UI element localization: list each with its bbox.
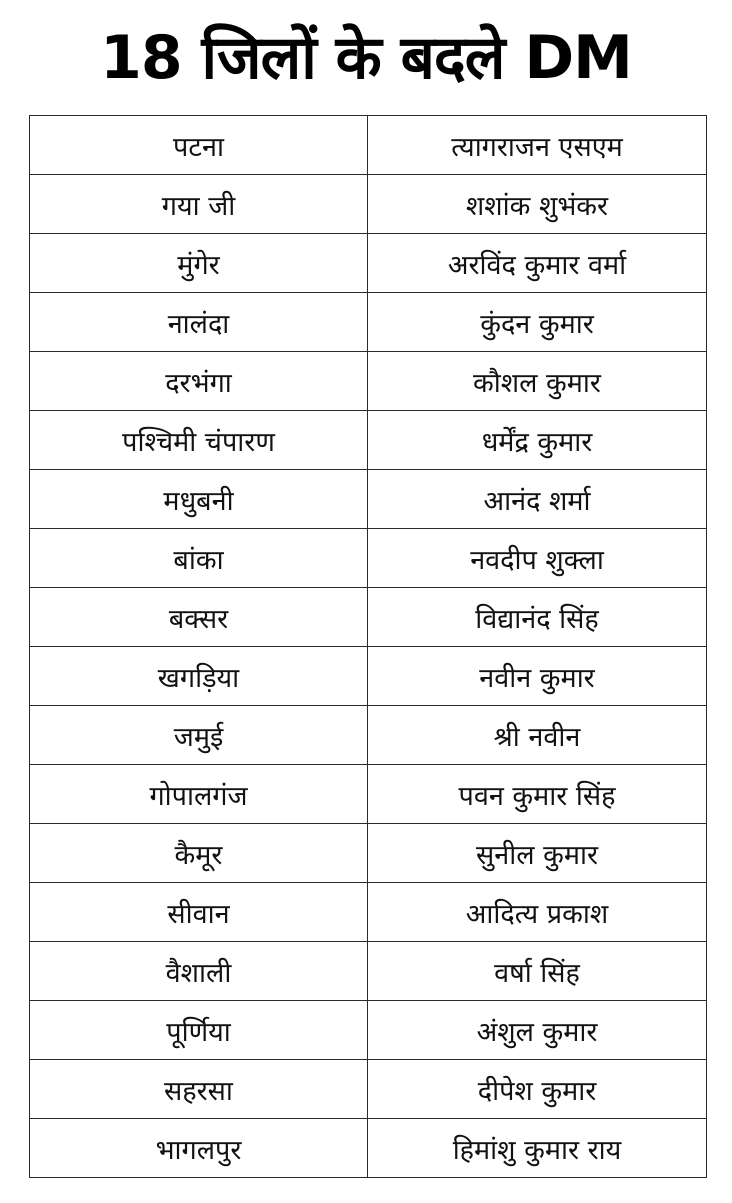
table-row <box>30 824 707 883</box>
district-cell: भागलपुर <box>30 1119 368 1178</box>
district-cell: मुंगेर <box>30 234 368 293</box>
table-row <box>30 706 707 765</box>
dm-name-cell: दीपेश कुमार <box>368 1060 707 1119</box>
dm-name-cell: आदित्य प्रकाश <box>368 883 707 942</box>
table-body <box>30 116 707 1178</box>
dm-name-cell: पवन कुमार सिंह <box>368 765 707 824</box>
district-cell: बक्सर <box>30 588 368 647</box>
dm-transfer-table <box>29 115 707 1178</box>
dm-name-cell: नवदीप शुक्ला <box>368 529 707 588</box>
dm-name-cell: हिमांशु कुमार राय <box>368 1119 707 1178</box>
table-row <box>30 352 707 411</box>
district-cell: गोपालगंज <box>30 765 368 824</box>
table-row <box>30 175 707 234</box>
dm-name-cell: नवीन कुमार <box>368 647 707 706</box>
district-cell: जमुई <box>30 706 368 765</box>
district-cell: पश्चिमी चंपारण <box>30 411 368 470</box>
table-row <box>30 647 707 706</box>
table-row <box>30 529 707 588</box>
table-row <box>30 411 707 470</box>
district-cell: बांका <box>30 529 368 588</box>
dm-name-cell: आनंद शर्मा <box>368 470 707 529</box>
table-row <box>30 883 707 942</box>
district-cell: गया जी <box>30 175 368 234</box>
table-row <box>30 234 707 293</box>
dm-name-cell: सुनील कुमार <box>368 824 707 883</box>
dm-name-cell: कौशल कुमार <box>368 352 707 411</box>
table-row <box>30 942 707 1001</box>
table-row <box>30 1060 707 1119</box>
table-row <box>30 293 707 352</box>
dm-name-cell: विद्यानंद सिंह <box>368 588 707 647</box>
table-row <box>30 1001 707 1060</box>
dm-name-cell: श्री नवीन <box>368 706 707 765</box>
dm-name-cell: अरविंद कुमार वर्मा <box>368 234 707 293</box>
district-cell: सीवान <box>30 883 368 942</box>
district-cell: पूर्णिया <box>30 1001 368 1060</box>
district-cell: मधुबनी <box>30 470 368 529</box>
district-cell: पटना <box>30 116 368 175</box>
district-cell: नालंदा <box>30 293 368 352</box>
dm-name-cell: शशांक शुभंकर <box>368 175 707 234</box>
district-cell: वैशाली <box>30 942 368 1001</box>
dm-name-cell: अंशुल कुमार <box>368 1001 707 1060</box>
district-cell: कैमूर <box>30 824 368 883</box>
page-title: 18 जिलों के बदले DM <box>100 23 632 93</box>
dm-name-cell: धर्मेंद्र कुमार <box>368 411 707 470</box>
district-cell: दरभंगा <box>30 352 368 411</box>
table-row <box>30 588 707 647</box>
dm-name-cell: कुंदन कुमार <box>368 293 707 352</box>
dm-name-cell: त्यागराजन एसएम <box>368 116 707 175</box>
dm-name-cell: वर्षा सिंह <box>368 942 707 1001</box>
table-row <box>30 470 707 529</box>
district-cell: सहरसा <box>30 1060 368 1119</box>
table-row <box>30 116 707 175</box>
table-row <box>30 1119 707 1178</box>
district-cell: खगड़िया <box>30 647 368 706</box>
table-row <box>30 765 707 824</box>
